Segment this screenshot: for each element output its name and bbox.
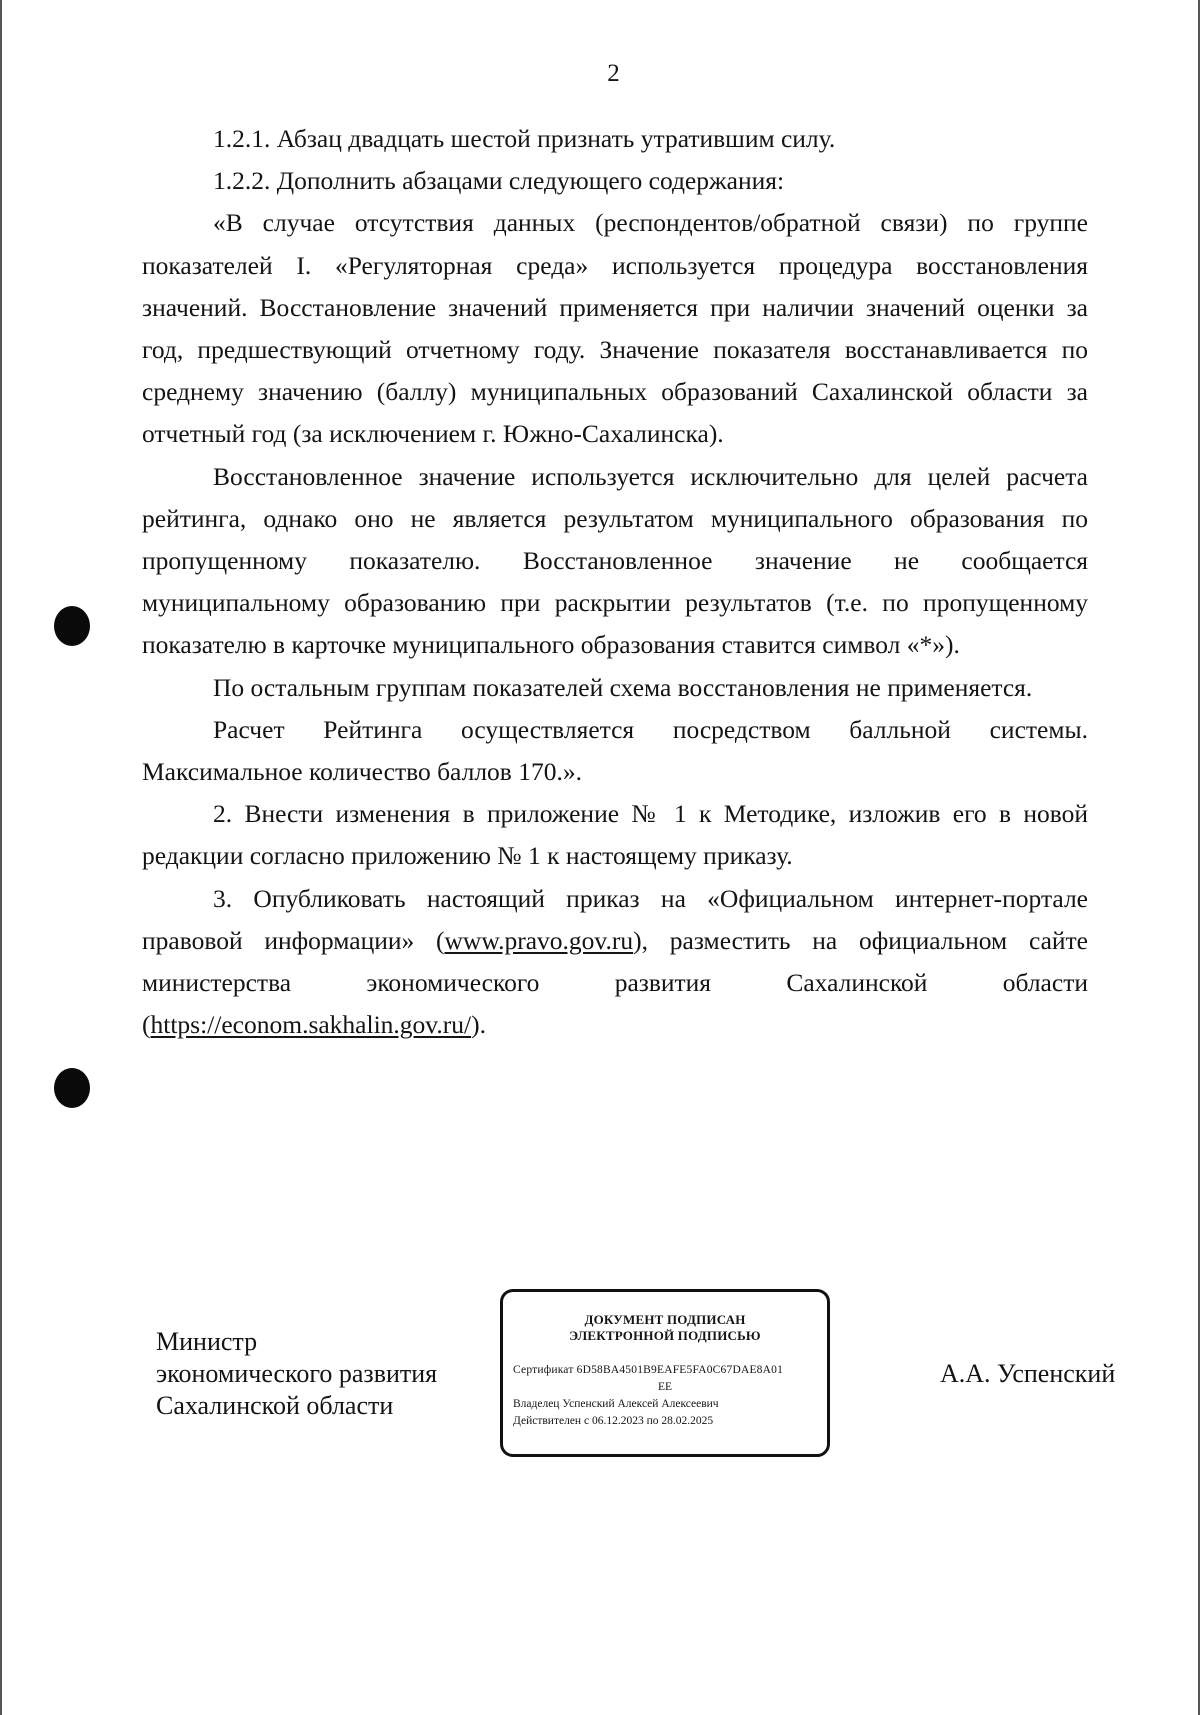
stamp-heading-line: ЭЛЕКТРОННОЙ ПОДПИСЬЮ bbox=[569, 1328, 761, 1343]
punch-hole-lower bbox=[54, 1068, 90, 1108]
pravo-gov-link[interactable]: www.pravo.gov.ru bbox=[444, 925, 634, 955]
stamp-validity: Действителен с 06.12.2023 по 28.02.2025 bbox=[513, 1415, 714, 1427]
signer-name: А.А. Успенский bbox=[940, 1359, 1116, 1388]
stamp-certificate: Сертификат 6D58BA4501B9EAFE5FA0C67DAE8A01 bbox=[513, 1364, 784, 1376]
stamp-owner: Владелец Успенский Алексей Алексеевич bbox=[513, 1398, 719, 1410]
paragraph-1-2-1: 1.2.1. Абзац двадцать шестой признать утратившим силу. bbox=[213, 124, 836, 153]
paragraph-rating-calculation: Расчет Рейтинга осуществляется посредством балльной системы. Максимальное количество баллов 170.». bbox=[142, 714, 1088, 787]
page-edge-left bbox=[0, 0, 2, 1715]
punch-hole-upper bbox=[54, 606, 90, 646]
publish-text-part1: 3. Опубликовать настоящий приказ на «Официальном интернет-портале правовой информации» ( bbox=[142, 883, 1088, 955]
paragraph-other-groups: По остальным группам показателей схема восстановления не применяется. bbox=[213, 672, 1033, 702]
publish-text-part3: ). bbox=[471, 1010, 486, 1040]
paragraph-item-2: 2. Внести изменения в приложение № 1 к Методике, изложив его в новой редакции согласно приложению № 1 к настоящему приказу. bbox=[142, 799, 1088, 871]
paragraph-restoration-procedure: «В случае отсутствия данных (респондентов/обратной связи) по группе показателей I. «Регуляторная среда» используется процедура восстановления значений. Восстановление значений применяется при наличии значений оценки за год, предшествующий отчетному году. Значение показателя восстанавливается по среднему значению (баллу) муниципальных образований Сахалинской области за отчетный год (за исключением г. Южно-Сахалинска). bbox=[142, 208, 1088, 449]
econom-sakhalin-link[interactable]: https://econom.sakhalin.gov.ru/ bbox=[150, 1010, 472, 1040]
stamp-heading-line: ДОКУМЕНТ ПОДПИСАН bbox=[584, 1312, 746, 1327]
publish-text-part2: ), разместить на официальном сайте министерства экономического развития Сахалинской области ( bbox=[142, 925, 1088, 1040]
signer-position bbox=[156, 1326, 437, 1422]
signer-position-line: экономического развития bbox=[156, 1359, 438, 1388]
stamp-certificate-tail: EE bbox=[657, 1381, 673, 1393]
electronic-signature-stamp bbox=[500, 1289, 830, 1457]
page-number: 2 bbox=[607, 60, 620, 87]
signer-position-line: Сахалинской области bbox=[156, 1391, 394, 1420]
paragraph-1-2-2: 1.2.2. Дополнить абзацами следующего содержания: bbox=[213, 166, 785, 196]
document-body bbox=[142, 118, 1088, 1046]
paragraph-item-3-publish bbox=[142, 878, 1088, 1047]
paragraph-restored-value: Восстановленное значение используется исключительно для целей расчета рейтинга, однако оно не является результатом муниципального образования по пропущенному показателю. Восстановленное значение не сообщается муниципальному образованию при раскрытии результатов (т.е. по пропущенному показателю в карточке муниципального образования ставится символ «*»). bbox=[142, 461, 1088, 660]
stamp-heading bbox=[513, 1312, 817, 1344]
signer-position-line: Министр bbox=[156, 1327, 258, 1356]
